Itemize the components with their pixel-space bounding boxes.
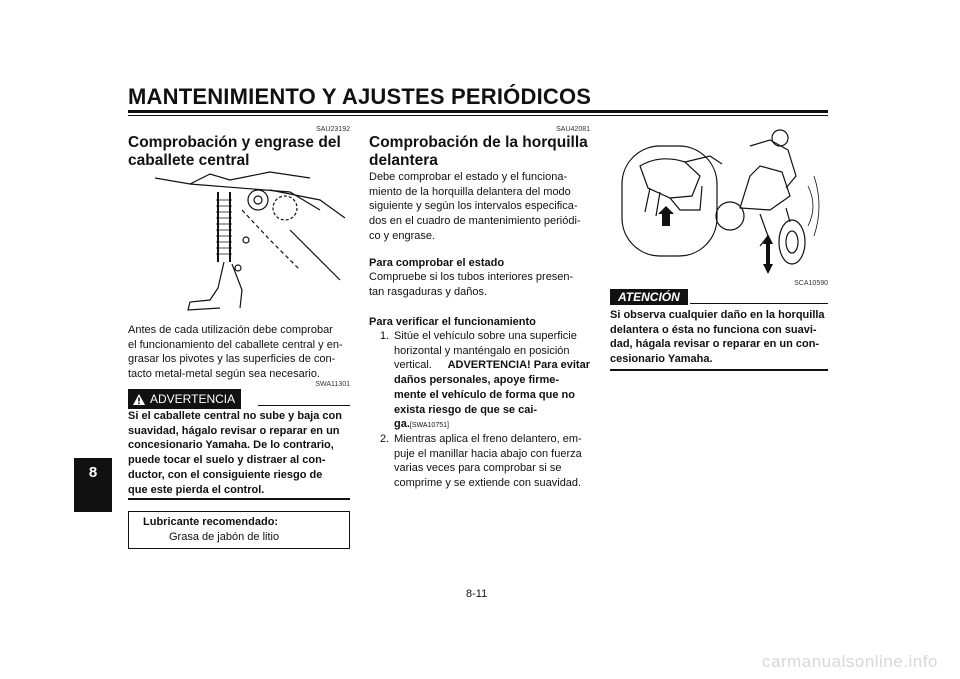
text-line: Si observa cualquier daño en la horquilla: [610, 309, 825, 321]
text-line: suavidad, hágalo revisar o reparar en un: [128, 424, 340, 437]
section-title-line: delantera: [369, 152, 438, 169]
body-paragraph: [128, 323, 350, 382]
lubricant-value: Grasa de jabón de litio: [169, 531, 280, 543]
lubricant-box: [128, 511, 350, 549]
text-line: ductor, con el consiguiente riesgo de: [128, 468, 323, 481]
text-line: puede tocar el suelo y distraer al con-: [128, 454, 326, 467]
text-line: comprime y se extiende con suavidad.: [394, 477, 582, 490]
section-title-line: caballete central: [128, 152, 250, 169]
text-line: mente el vehículo de forma que no: [394, 388, 575, 401]
text-fragment: ga.: [394, 418, 410, 431]
text-line: tacto metal-metal según sea necesario.: [128, 368, 320, 381]
reference-code: [SWA10751]: [409, 422, 449, 430]
figure-code: SCA10590: [794, 280, 828, 287]
text-line: dos en el cuadro de mantenimiento periódi-: [369, 215, 581, 228]
text-line: daños personales, apoye firme-: [394, 374, 560, 387]
fork-check-illustration: [610, 126, 828, 276]
center-stand-illustration: [150, 170, 350, 315]
section-title-line: Comprobación de la horquilla: [369, 134, 588, 151]
caution-end-rule: [610, 369, 828, 371]
text-line: Si el caballete central no sube y baja con: [128, 410, 342, 422]
header-rule: [128, 110, 828, 113]
step-text: [394, 329, 590, 434]
section-title: [369, 134, 588, 170]
caution-underline: [690, 303, 828, 304]
step-text: [394, 432, 590, 491]
text-line: dad, hágala revisar o reparar en un con-: [610, 338, 820, 351]
subheading: Para comprobar el estado: [369, 257, 505, 269]
warning-end-rule: [128, 498, 350, 500]
section-code: SAU42081: [556, 126, 590, 133]
step-number: 1.: [380, 330, 390, 342]
warning-badge: [128, 389, 241, 409]
page-number: 8-11: [466, 588, 488, 600]
subheading: Para verificar el funcionamiento: [369, 316, 536, 328]
text-line: el funcionamiento del caballete central y en-: [128, 338, 343, 351]
text-line: exista riesgo de que se cai-: [394, 403, 538, 416]
page-title: MANTENIMIENTO Y AJUSTES PERIÓDICOS: [128, 84, 592, 109]
text-line: Sitúe el vehículo sobre una superficie: [394, 330, 577, 342]
text-fragment: ADVERTENCIA! Para evitar: [447, 359, 590, 372]
text-line: tan rasgaduras y daños.: [369, 285, 488, 298]
text-line: horizontal y manténgalo en posición: [394, 344, 570, 357]
text-line: Mientras aplica el freno delantero, em-: [394, 433, 582, 445]
text-line: co y engrase.: [369, 229, 436, 242]
body-paragraph: [369, 270, 590, 299]
text-line: delantera o ésta no funciona con suavi-: [610, 323, 817, 336]
text-line: que este pierda el control.: [128, 483, 265, 496]
text-line: Compruebe si los tubos interiores presen-: [369, 271, 574, 283]
section-title-line: Comprobación y engrase del: [128, 134, 341, 151]
text-line: Debe comprobar el estado y el funciona-: [369, 171, 568, 183]
lubricant-title: Lubricante recomendado:: [143, 516, 279, 528]
warning-code: SWA11301: [315, 381, 350, 388]
caution-text: [610, 308, 828, 367]
warning-label: ADVERTENCIA: [150, 392, 236, 406]
text-line: Antes de cada utilización debe comprobar: [128, 324, 333, 336]
text-line: miento de la horquilla delantera del modo: [369, 185, 571, 198]
intro-paragraph: [369, 170, 590, 244]
watermark: carmanualsonline.info: [762, 652, 938, 671]
chapter-tab: 8: [74, 458, 112, 512]
text-line: cesionario Yamaha.: [610, 353, 713, 366]
warning-text: [128, 409, 350, 497]
text-line: puje el manillar hacia abajo con fuerza: [394, 447, 582, 460]
text-line: varias veces para comprobar si se: [394, 462, 562, 475]
text-line: concesionario Yamaha. De lo contrario,: [128, 439, 334, 452]
caution-badge: ATENCIÓN: [610, 289, 688, 305]
warning-triangle-icon: [132, 393, 146, 406]
text-fragment: vertical.: [394, 359, 432, 372]
text-line: grasar los pivotes y las superficies de con-: [128, 353, 336, 366]
section-code: SAU23192: [316, 126, 350, 133]
warning-underline: [258, 405, 350, 406]
step-number: 2.: [380, 433, 390, 445]
text-line: siguiente y según los intervalos especifica-: [369, 200, 578, 213]
header-rule-thin: [128, 115, 828, 116]
text-line: [394, 358, 590, 373]
section-title: [128, 134, 341, 170]
